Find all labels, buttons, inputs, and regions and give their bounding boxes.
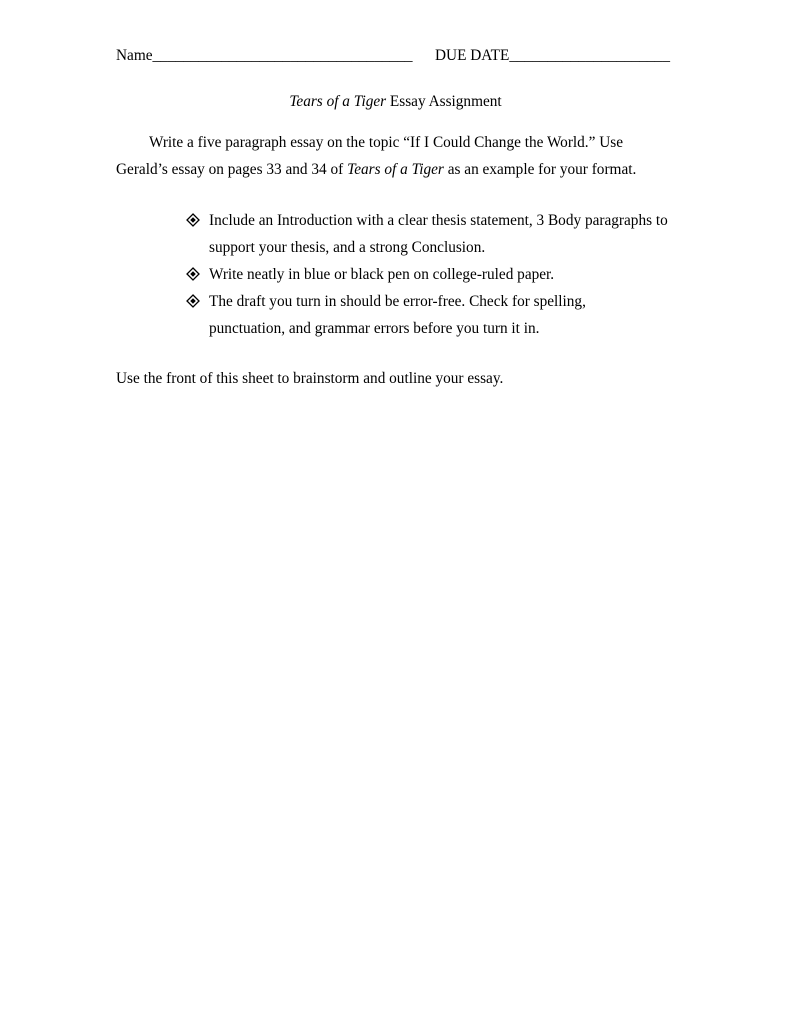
due-date-field-label: DUE DATE_____________________ (435, 47, 670, 64)
list-item-line-2: punctuation, and grammar errors before you turn it in. (209, 320, 540, 337)
closing-instruction: Use the front of this sheet to brainstorm and outline your essay. (116, 370, 504, 387)
name-field-label: Name__________________________________ (116, 47, 413, 64)
diamond-bullet-icon (186, 294, 200, 308)
title-book-name: Tears of a Tiger (289, 93, 387, 110)
list-item-line-1: Write neatly in blue or black pen on college-ruled paper. (209, 266, 555, 283)
list-item (186, 288, 686, 342)
title-rest: Essay Assignment (386, 93, 502, 110)
list-item-line-1: Include an Introduction with a clear thesis statement, 3 Body paragraphs to (209, 212, 668, 229)
diamond-bullet-icon (186, 267, 200, 281)
diamond-bullet-icon (186, 213, 200, 227)
document-title (0, 92, 791, 112)
intro-line-1: Write a five paragraph essay on the topic “If I Could Change the World.” Use (149, 134, 624, 151)
list-item-line-2: support your thesis, and a strong Conclusion. (209, 239, 486, 256)
intro-line-2 (116, 156, 676, 183)
requirements-list (186, 207, 686, 342)
list-item (186, 261, 686, 288)
intro-paragraph (116, 129, 676, 183)
intro-book-name: Tears of a Tiger (347, 161, 444, 178)
list-item-line-1: The draft you turn in should be error-free. Check for spelling, (209, 293, 586, 310)
intro-line-2-end: as an example for your format. (443, 161, 637, 178)
list-item (186, 207, 686, 261)
intro-line-2-start: Gerald’s essay on pages 33 and 34 of (116, 161, 348, 178)
